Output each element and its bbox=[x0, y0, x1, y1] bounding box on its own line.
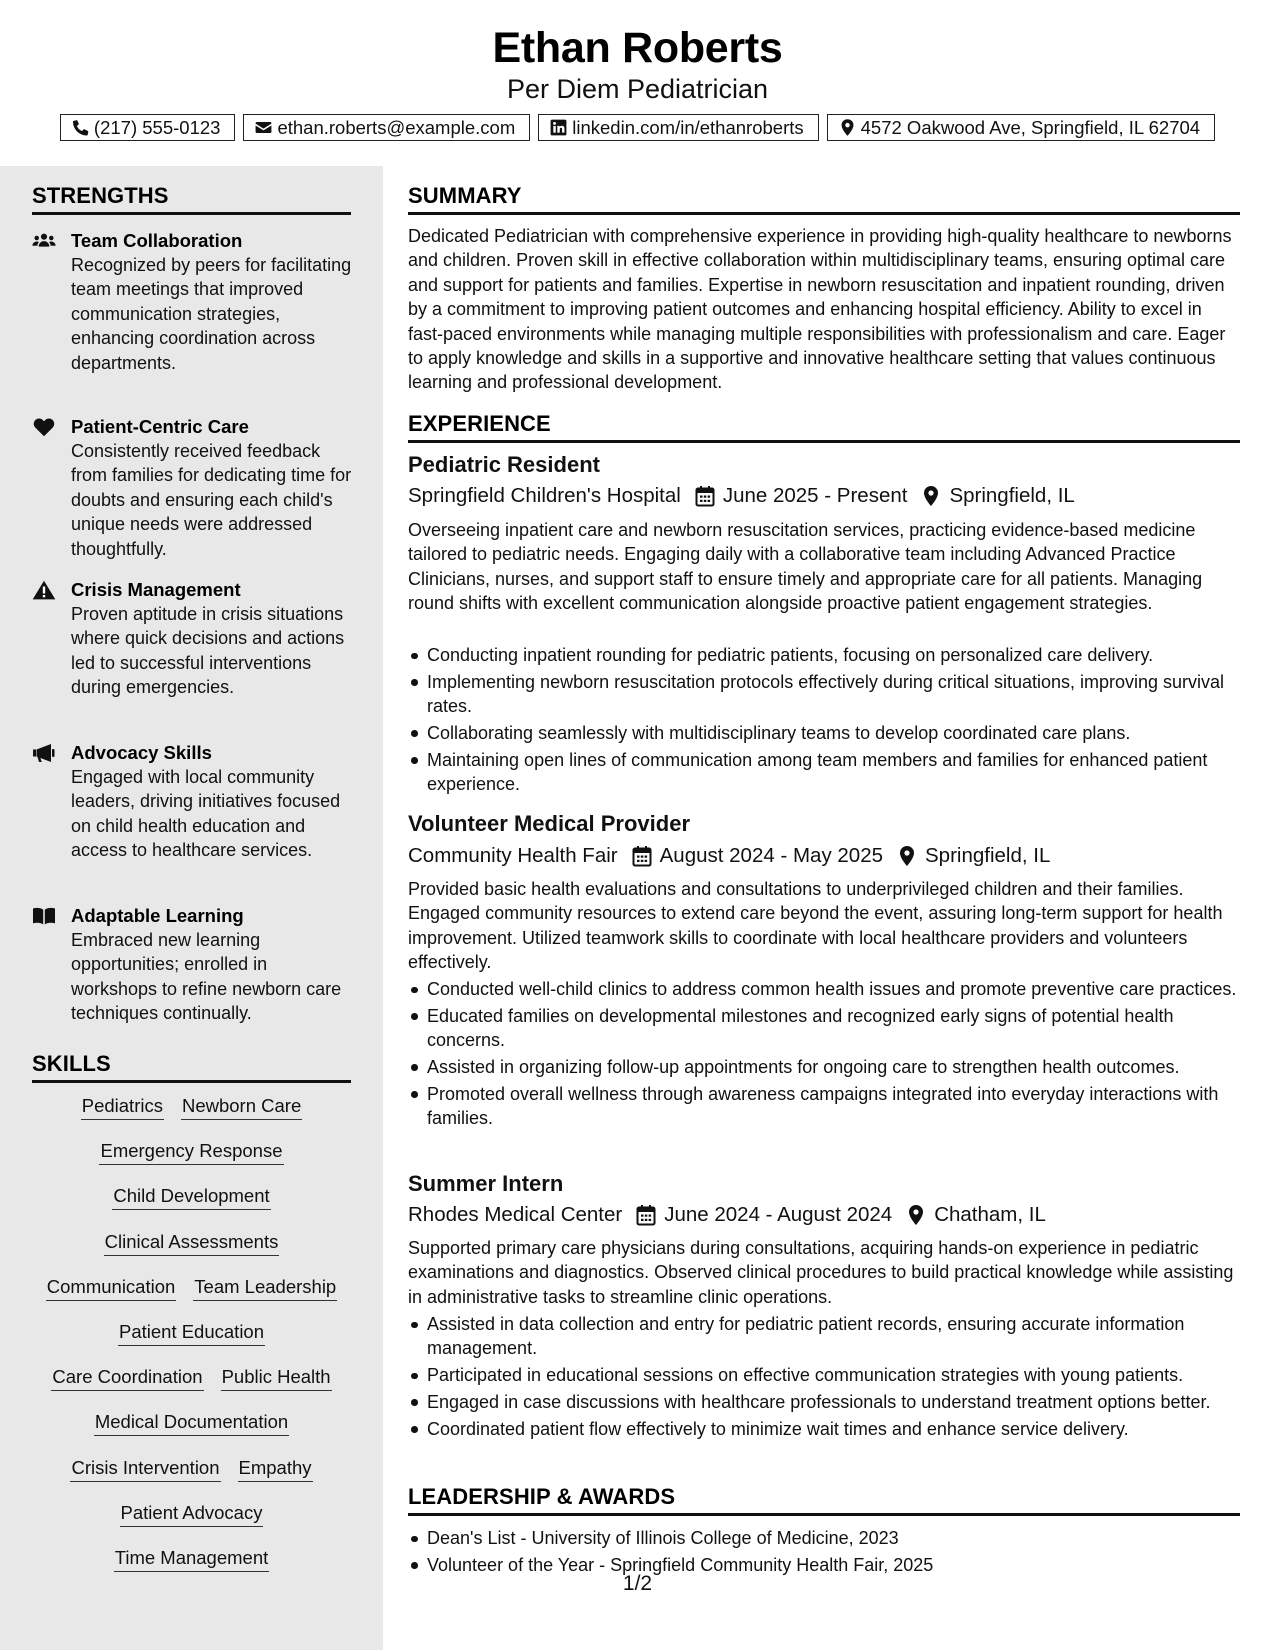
map-pin-icon bbox=[921, 485, 941, 507]
strength-title: Crisis Management bbox=[71, 579, 241, 600]
strength-title: Adaptable Learning bbox=[71, 905, 244, 926]
job-title: Pediatric Resident bbox=[408, 452, 600, 477]
job-description: Overseeing inpatient care and newborn resuscitation services, practicing evidence-based medicine tailored to pediatric needs. Engaging daily with a collaborative team including Advanced Practice Clinicians, nurses, and support staff to ensure timely and appropriate care for all patients. Managing round shifts with excellent communication alongside proactive patient engagement strategies. bbox=[408, 520, 1203, 614]
skills-list bbox=[32, 1093, 351, 1590]
job-location: Chatham, IL bbox=[934, 1203, 1046, 1226]
skill-tag: Pediatrics bbox=[81, 1093, 164, 1120]
skill-tag: Crisis Intervention bbox=[70, 1455, 220, 1482]
contact-phone[interactable] bbox=[60, 114, 236, 141]
strength-item bbox=[32, 578, 352, 700]
map-pin-icon bbox=[838, 118, 857, 137]
contact-linkedin-text: linkedin.com/in/ethanroberts bbox=[572, 116, 804, 138]
strength-title: Patient-Centric Care bbox=[71, 416, 249, 437]
strength-title: Team Collaboration bbox=[71, 230, 243, 251]
contact-email-text: ethan.roberts@example.com bbox=[277, 116, 516, 138]
strength-item bbox=[32, 229, 352, 375]
skill-tag: Medical Documentation bbox=[94, 1409, 289, 1436]
skill-tag: Public Health bbox=[221, 1364, 332, 1391]
list-item: Coordinated patient flow effectively to minimize wait times and enhance service delivery. bbox=[408, 1417, 1240, 1441]
list-item: Assisted in data collection and entry for pediatric patient records, ensuring accurate information management. bbox=[408, 1312, 1240, 1361]
contact-address-text: 4572 Oakwood Ave, Springfield, IL 62704 bbox=[860, 116, 1201, 138]
job-bullets bbox=[408, 1312, 1240, 1443]
skill-row bbox=[32, 1138, 351, 1183]
strength-description: Proven aptitude in crisis situations where quick decisions and actions led to successful interventions during emergencies. bbox=[71, 604, 345, 698]
skill-row bbox=[32, 1409, 351, 1454]
calendar-icon bbox=[636, 1204, 656, 1226]
list-item: Educated families on developmental milestones and recognized early signs of potential health concerns. bbox=[408, 1004, 1240, 1053]
job-title: Volunteer Medical Provider bbox=[408, 811, 691, 836]
skill-tag: Patient Education bbox=[118, 1319, 265, 1346]
list-item: Engaged in case discussions with healthcare professionals to understand treatment options better. bbox=[408, 1390, 1240, 1414]
job-location: Springfield, IL bbox=[925, 844, 1051, 867]
strength-description: Consistently received feedback from families for dedicating time for doubts and ensuring each child's unique needs were addressed thoughtfully. bbox=[71, 441, 352, 559]
list-item: Promoted overall wellness through awareness campaigns integrated into everyday interactions with families. bbox=[408, 1082, 1240, 1131]
company-name: Community Health Fair bbox=[408, 844, 618, 867]
job-dates: August 2024 - May 2025 bbox=[659, 844, 883, 867]
calendar-icon bbox=[632, 845, 652, 867]
skill-row bbox=[32, 1319, 351, 1364]
book-icon bbox=[32, 906, 56, 926]
skill-row bbox=[32, 1229, 351, 1274]
warning-icon bbox=[32, 580, 56, 600]
strength-item bbox=[32, 904, 352, 1026]
company-name: Springfield Children's Hospital bbox=[408, 484, 681, 507]
page-number: 1/2 bbox=[622, 1572, 653, 1595]
skill-tag: Newborn Care bbox=[181, 1093, 302, 1120]
job-bullets bbox=[408, 643, 1240, 799]
skill-tag: Emergency Response bbox=[99, 1138, 283, 1165]
skill-tag: Care Coordination bbox=[51, 1364, 203, 1391]
list-item: Collaborating seamlessly with multidisciplinary teams to develop coordinated care plans. bbox=[408, 721, 1240, 745]
job-dates: June 2025 - Present bbox=[722, 484, 908, 507]
job-location: Springfield, IL bbox=[949, 484, 1075, 507]
linkedin-icon bbox=[549, 118, 568, 137]
job-bullets bbox=[408, 977, 1240, 1133]
skill-row bbox=[32, 1093, 351, 1138]
job-description: Provided basic health evaluations and consultations to underprivileged children and their families. Engaged community resources to extend care beyond the event, assuring long-term support for health improvement. Utilized teamwork skills to coordinate with local healthcare providers and volunteers effectively. bbox=[408, 879, 1223, 973]
skill-tag: Child Development bbox=[112, 1183, 270, 1210]
job-title: Summer Intern bbox=[408, 1171, 564, 1196]
contact-email[interactable] bbox=[243, 114, 530, 141]
strengths-heading: STRENGTHS bbox=[32, 183, 351, 215]
users-icon bbox=[32, 231, 56, 251]
skill-tag: Empathy bbox=[238, 1455, 313, 1482]
strength-description: Recognized by peers for facilitating team meetings that improved communication strategies, enhancing coordination across departments. bbox=[71, 255, 352, 373]
experience-heading: EXPERIENCE bbox=[408, 411, 1240, 443]
list-item: Maintaining open lines of communication among team members and families for enhanced patient experience. bbox=[408, 748, 1240, 797]
skill-tag: Clinical Assessments bbox=[104, 1229, 280, 1256]
summary-text: Dedicated Pediatrician with comprehensive experience in providing high-quality healthcare to newborns and children. Proven skill in effective collaboration within multidisciplinary teams, ensuring optimal care and support for patients and families. Expertise in newborn resuscitation and inpatient rounding, driven by a commitment to improving patient outcomes and enhancing hospital efficiency. Ability to excel in fast-paced environments while managing multiple responsibilities with professionalism and care. Eager to apply knowledge and skills in a supportive and innovative healthcare setting that values continuous learning and professional development. bbox=[408, 226, 1232, 393]
strength-description: Engaged with local community leaders, driving initiatives focused on child health education and access to healthcare services. bbox=[71, 767, 341, 861]
strength-description: Embraced new learning opportunities; enrolled in workshops to refine newborn care techniques continually. bbox=[71, 930, 342, 1024]
candidate-name: Ethan Roberts bbox=[492, 24, 783, 72]
skill-row bbox=[32, 1364, 351, 1409]
contact-address[interactable] bbox=[827, 114, 1215, 141]
skill-tag: Communication bbox=[46, 1274, 177, 1301]
list-item: Participated in educational sessions on effective communication strategies with young patients. bbox=[408, 1363, 1240, 1387]
skills-heading: SKILLS bbox=[32, 1051, 351, 1083]
awards-heading: LEADERSHIP & AWARDS bbox=[408, 1484, 1240, 1516]
job-description: Supported primary care physicians during consultations, acquiring hands-on experience in pediatric examinations and diagnostics. Observed clinical procedures to build practical knowledge while assisting in administrative tasks to streamline clinic operations. bbox=[408, 1238, 1234, 1307]
list-item: Dean's List - University of Illinois College of Medicine, 2023 bbox=[408, 1526, 1240, 1550]
contact-linkedin[interactable] bbox=[538, 114, 818, 141]
skill-row bbox=[32, 1455, 351, 1500]
strength-item bbox=[32, 741, 352, 863]
list-item: Conducting inpatient rounding for pediatric patients, focusing on personalized care delivery. bbox=[408, 643, 1240, 667]
skill-row bbox=[32, 1274, 351, 1319]
company-name: Rhodes Medical Center bbox=[408, 1203, 623, 1226]
summary-heading: SUMMARY bbox=[408, 183, 1240, 215]
job-meta bbox=[408, 1201, 1046, 1229]
strength-item bbox=[32, 415, 352, 561]
job-meta bbox=[408, 842, 1050, 870]
strength-title: Advocacy Skills bbox=[71, 742, 212, 763]
phone-icon bbox=[71, 118, 90, 137]
list-item: Volunteer of the Year - Springfield Community Health Fair, 2025 bbox=[408, 1553, 1240, 1577]
map-pin-icon bbox=[906, 1204, 926, 1226]
list-item: Implementing newborn resuscitation protocols effectively during critical situations, improving survival rates. bbox=[408, 670, 1240, 719]
calendar-icon bbox=[695, 485, 715, 507]
list-item: Assisted in organizing follow-up appointments for ongoing care to strengthen health outcomes. bbox=[408, 1055, 1240, 1079]
megaphone-icon bbox=[32, 743, 56, 763]
job-dates: June 2024 - August 2024 bbox=[664, 1203, 893, 1226]
skill-row bbox=[32, 1500, 351, 1545]
skill-row bbox=[32, 1183, 351, 1228]
skill-tag: Time Management bbox=[114, 1545, 270, 1572]
map-pin-icon bbox=[897, 845, 917, 867]
contact-bar bbox=[0, 114, 1275, 141]
heart-icon bbox=[32, 417, 56, 437]
skill-tag: Patient Advocacy bbox=[120, 1500, 264, 1527]
job-role: Per Diem Pediatrician bbox=[506, 74, 769, 104]
envelope-icon bbox=[254, 118, 273, 137]
list-item: Conducted well-child clinics to address common health issues and promote preventive care practices. bbox=[408, 977, 1240, 1001]
job-meta bbox=[408, 482, 1075, 510]
skill-tag: Team Leadership bbox=[193, 1274, 337, 1301]
contact-phone-text: (217) 555-0123 bbox=[93, 116, 221, 138]
